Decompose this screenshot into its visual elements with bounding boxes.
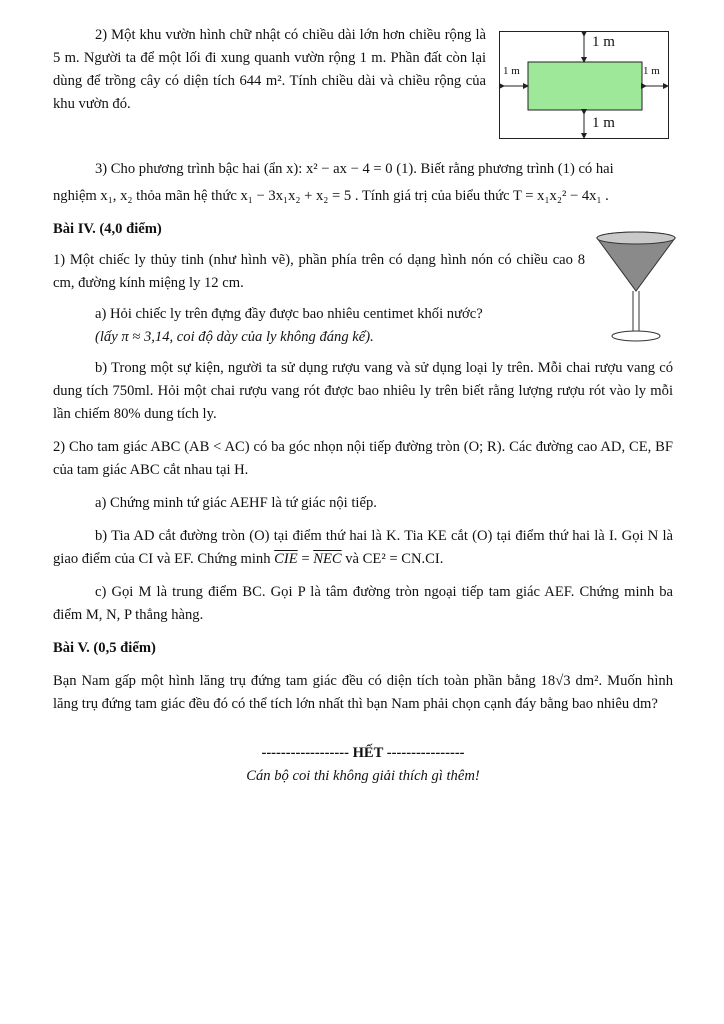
arc-nec: $\overline{NEC}$ (313, 551, 342, 567)
problem-2-block (53, 24, 673, 131)
bai-5-title: Bài V. (0,5 điểm) (53, 640, 156, 656)
arc-cie: $\overline{CIE}$ (274, 551, 298, 567)
garden-diagram (500, 32, 668, 138)
exam-page (53, 24, 673, 788)
bai-4-q2b (53, 525, 673, 571)
proctor-note: Cán bộ coi thi không giải thích gì thêm! (246, 768, 480, 784)
bai-4-q1a: a) Hỏi chiếc ly trên đựng đầy được bao nhiêu centimet khối nước? (95, 306, 483, 322)
bai-4-q2a: a) Chứng minh tứ giác AEHF là tứ giác nội tiếp. (95, 495, 377, 511)
left-label: 1 m (503, 65, 520, 77)
bai-4-q1: 1) Một chiếc ly thủy tinh (như hình vẽ), phần phía trên có dạng hình nón có chiều cao 8 cm, đường kính miệng ly 12 cm. (53, 252, 585, 291)
problem-3-line1: 3) Cho phương trình bậc hai (ẩn x): x² − ax − 4 = 0 (1). Biết rằng phương trình (1) có hai (95, 161, 614, 177)
bai-4-q2b-part1: b) Tia AD cắt đường tròn (O) tại điểm thứ hai là K. Tia KE cắt (O) tại điểm thứ hai là I. Gọi N là giao điểm của CI và EF. Chứng minh (53, 528, 673, 567)
bai-5-text: Bạn Nam gấp một hình lăng trụ đứng tam giác đều có diện tích toàn phần bằng 18√3 dm². Muốn hình lăng trụ đứng tam giác đều đó có thể tích lớn nhất thì bạn Nam phải chọn cạnh đáy bằng bao nhiêu dm? (53, 673, 673, 712)
bai-4-q1a-note: (lấy π ≈ 3,14, coi độ dày của ly không đáng kể). (95, 329, 374, 345)
problem-2-text: 2) Một khu vườn hình chữ nhật có chiều dài lớn hơn chiều rộng là 5 m. Người ta để một lối đi xung quanh vườn rộng 1 m. Phần đất còn lại dùng để trồng cây có diện tích 644 m². Tính chiều dài và chiều rộng của khu vườn đó. (53, 27, 486, 112)
glass-question-block (53, 249, 673, 349)
end-marker: ------------------ HẾT ---------------- (261, 745, 465, 761)
wine-glass-figure (595, 229, 677, 347)
bai-4-title: Bài IV. (4,0 điểm) (53, 221, 162, 237)
bottom-label: 1 m (592, 115, 615, 131)
bai-4-q2c: c) Gọi M là trung điểm BC. Gọi P là tâm đường tròn ngoại tiếp tam giác AEF. Chứng minh ba điểm M, N, P thẳng hàng. (53, 584, 673, 623)
bai-4-q2: 2) Cho tam giác ABC (AB < AC) có ba góc nhọn nội tiếp đường tròn (O; R). Các đường cao AD, CE, BF của tam giác ABC cắt nhau tại H. (53, 439, 673, 478)
bai-4-q1b: b) Trong một sự kiện, người ta sử dụng rượu vang và sử dụng loại ly trên. Mỗi chai rượu vang có dung tích 750ml. Hỏi một chai rượu vang rót được bao nhiêu ly trên biết rằng lượng rượu rót vào ly mỗi lần chiếm 80% dung tích ly. (53, 360, 673, 422)
bai-4-q2b-part2: và CE² = CN.CI. (341, 551, 444, 567)
top-label: 1 m (592, 34, 615, 50)
right-label: 1 m (643, 65, 660, 77)
planting-area (528, 62, 642, 110)
problem-3-block (53, 158, 673, 208)
problem-3-line2: nghiệm x₁, x₂ thỏa mãn hệ thức x₁ − 3x₁x₂ + x₂ = 5 . Tính giá trị của biểu thức T = x₁x₂² − 4x₁ . (53, 188, 609, 204)
garden-figure (499, 31, 669, 139)
equals-sign: = (297, 551, 314, 567)
